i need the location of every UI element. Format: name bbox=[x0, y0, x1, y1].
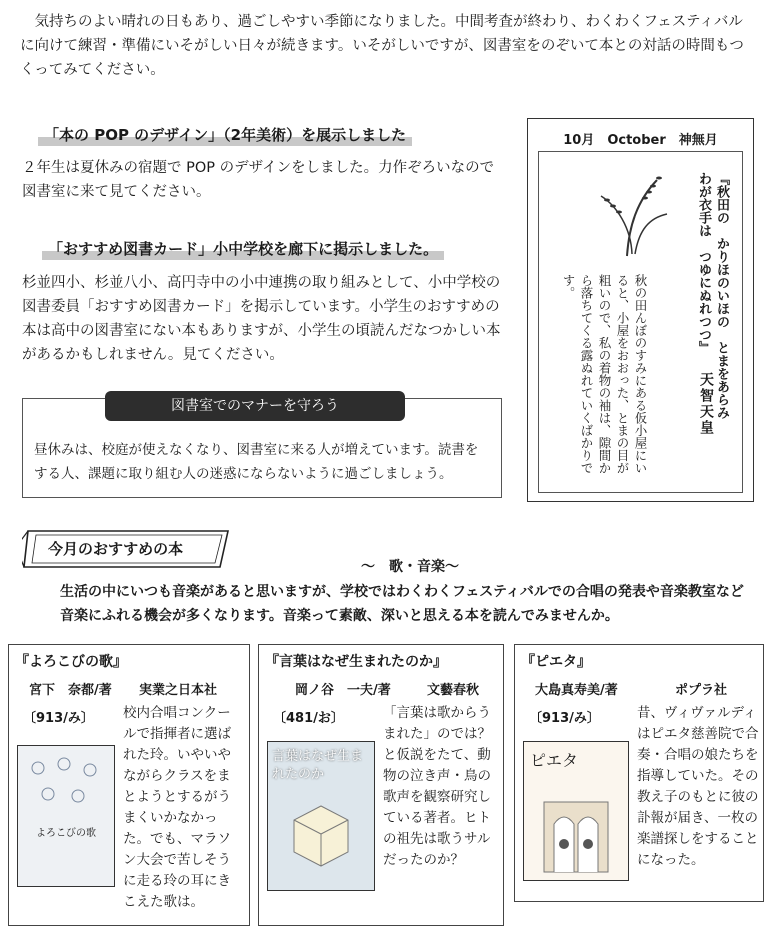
book-publisher: 実業之日本社 bbox=[139, 683, 218, 698]
book-cover-2 bbox=[267, 741, 375, 891]
recommend-banner-title: 今月のおすすめの本 bbox=[48, 540, 184, 558]
cube-illustration-icon bbox=[288, 800, 354, 870]
recommend-lead: 生活の中にいつも音楽があると思いますが、学校ではわくわくフェスティバルでの合唱の発表や音楽教室など音楽にふれる機会が多くなります。音楽って素敵、深いと思える本を読んでみませんか。 bbox=[60, 584, 744, 624]
book-cover-title: ピエタ bbox=[530, 751, 579, 770]
book-publisher: ポプラ社 bbox=[675, 683, 728, 698]
book-description: 校内合唱コンクールで指揮者に選ばれた玲。いやいやながらクラスをまとようとするがうまくいかなかった。でも、マラソン大会で苦しそうに走る玲の耳にきこえた歌は。 bbox=[123, 705, 231, 910]
manners-title: 図書室でのマナーを守ろう bbox=[105, 391, 405, 421]
book-description: 「言葉は歌からうまれた」のでは？と仮説をたて、動物の泣き声・鳥の歌声を観察研究している著者。ヒトの祖先は歌うサルだったのか？ bbox=[383, 705, 491, 868]
book-card-1 bbox=[8, 644, 250, 926]
book-title: 『ピエタ』 bbox=[521, 654, 591, 670]
book-title: 『言葉はなぜ生まれたのか』 bbox=[265, 654, 447, 670]
poem-box bbox=[527, 118, 754, 502]
book-title: 『よろこびの歌』 bbox=[15, 654, 127, 670]
recommend-theme: ～ 歌・音楽～ bbox=[361, 559, 459, 575]
intro-paragraph: 気持ちのよい晴れの日もあり、過ごしやすい季節になりました。中間考査が終わり、わくわくフェスティバルに向けて練習・準備にいそがしい日々が続きます。いそがしいですが、図書室をのぞいて本との対話の時間もつくってみてください。 bbox=[20, 14, 744, 78]
book-call-number: 〔481/お〕 bbox=[273, 711, 344, 726]
book-card-2 bbox=[258, 644, 504, 926]
poem-line-1: 『秋田の かりほのいほの とまをあらみ bbox=[714, 172, 729, 419]
poem-month: 10月 October 神無月 bbox=[563, 133, 718, 148]
section-pop-heading-text: 「本の POP のデザイン」（2年美術）を展示しました bbox=[38, 126, 412, 146]
manners-body: 昼休みは、校庭が使えなくなり、図書室に来る人が増えています。読書をする人、課題に取り組む人の迷惑にならないように過ごしましょう。 bbox=[34, 442, 479, 482]
book-cover-title: よろこびの歌 bbox=[36, 828, 96, 839]
poem-line-2: わが衣手は つゆにぬれつつ』 bbox=[696, 172, 711, 354]
poem-explanation: 秋の田んぼのすみにある仮小屋にいると、小屋をおおった、とまの目が粗いので、私の着物の袖は、隙間から落ちてくる露ぬれていくばかりです。 bbox=[561, 274, 648, 474]
rice-plant-icon bbox=[587, 166, 677, 258]
section-card-body: 杉並四小、杉並八小、高円寺中の小中連携の取り組みとして、小中学校の図書委員「おすすめ図書カード」を掲示しています。小学生のおすすめの本は高中の図書室にない本もありますが、小学生の頃読んだなつかしい本があるかもしれません。見てください。 bbox=[22, 275, 501, 363]
book-cover-3 bbox=[523, 741, 629, 881]
section-card-heading bbox=[42, 238, 444, 259]
book-cover-illustration-icon bbox=[24, 754, 108, 814]
arch-illustration-icon bbox=[534, 778, 618, 874]
book-card-3 bbox=[514, 644, 764, 902]
poem-author: 天智天皇 bbox=[698, 372, 714, 436]
book-call-number: 〔913/み〕 bbox=[23, 711, 94, 726]
book-description: 昔、ヴィヴァルディはピエタ慈善院で合奏・合唱の娘たちを指導していた。その教え子のもとに彼の訃報が届き、一枚の楽譜探しをすることになった。 bbox=[637, 705, 759, 868]
poem-inner-frame bbox=[538, 151, 743, 493]
book-author: 宮下 奈都/著 bbox=[29, 683, 112, 698]
book-cover-title: 言葉はなぜ生まれたのか bbox=[272, 749, 364, 782]
book-publisher: 文藝春秋 bbox=[427, 683, 480, 698]
book-call-number: 〔913/み〕 bbox=[529, 711, 600, 726]
section-pop-heading bbox=[38, 124, 412, 145]
book-cover-1 bbox=[17, 745, 115, 887]
section-pop-body: ２年生は夏休みの宿題で POP のデザインをしました。力作ぞろいなので図書室に来て見てください。 bbox=[22, 160, 495, 200]
book-author: 岡ノ谷 一夫/著 bbox=[295, 683, 391, 698]
section-card-heading-text: 「おすすめ図書カード」小中学校を廊下に掲示しました。 bbox=[42, 240, 444, 260]
book-author: 大島真寿美/著 bbox=[535, 683, 618, 698]
